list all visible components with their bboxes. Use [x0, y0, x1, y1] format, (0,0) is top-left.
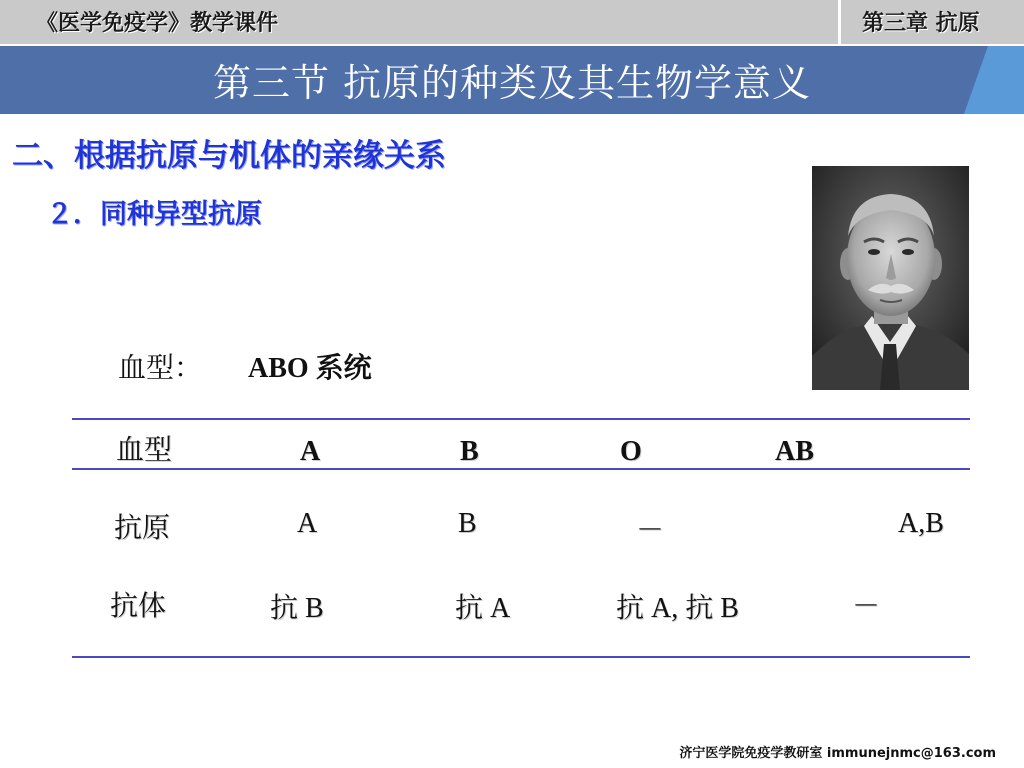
sub-heading: ２．同种异型抗原 [46, 199, 262, 230]
section-title: 第三节 抗原的种类及其生物学意义 [212, 61, 812, 105]
table-header-label: 血型 [116, 433, 173, 466]
column-header-ab: AB [775, 436, 814, 467]
column-header-a: A [300, 436, 321, 467]
antigen-cell-ab: A,B [898, 508, 944, 539]
column-header-b: B [460, 436, 479, 467]
blood-type-label: 血型： [118, 351, 203, 384]
chapter-title: 第三章 抗原 [862, 11, 980, 36]
column-header-o: O [620, 436, 642, 467]
antibody-cell-b: 抗 A [455, 593, 511, 624]
strip-divider [838, 0, 841, 44]
course-title: 《医学免疫学》教学课件 [36, 11, 279, 36]
antigen-cell-a: A [297, 508, 318, 539]
table-rule-header [72, 468, 970, 470]
section-heading: 二、根据抗原与机体的亲缘关系 [12, 138, 446, 174]
table-rule-bottom [72, 656, 970, 658]
portrait-photo [812, 166, 969, 390]
antibody-cell-a: 抗 B [270, 593, 324, 624]
abo-system-value: ABO 系统 [248, 353, 372, 384]
antibody-cell-ab: － [852, 591, 881, 622]
antigen-cell-o: － [636, 515, 665, 546]
row-label-antibody: 抗体 [110, 589, 167, 622]
row-label-antigen: 抗原 [114, 511, 171, 544]
table-rule-top [72, 418, 970, 420]
antigen-cell-b: B [458, 508, 477, 539]
footer-credit: 济宁医学院免疫学教研室 immunejnmc@163.com [679, 746, 996, 761]
antibody-cell-o: 抗 A, 抗 B [616, 593, 739, 624]
